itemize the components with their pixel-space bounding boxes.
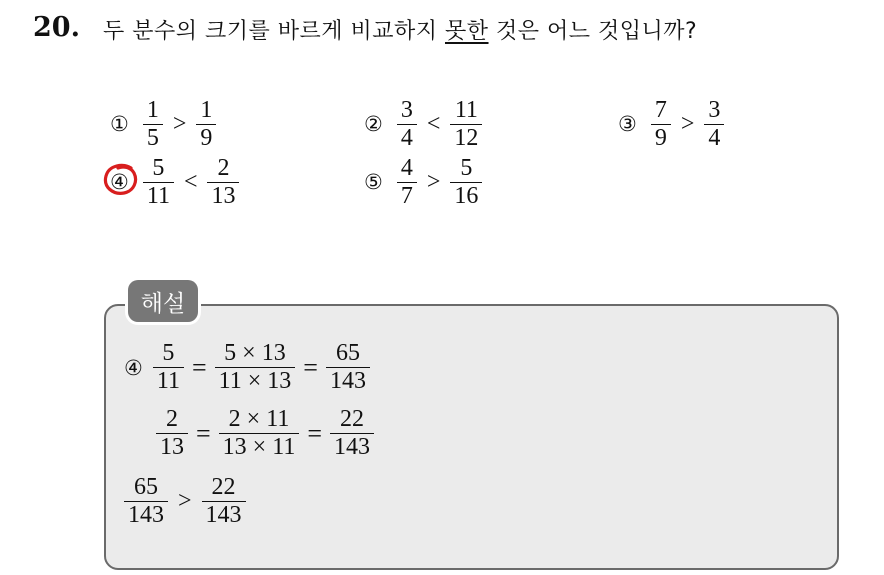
question-text-underlined: 못한 xyxy=(445,19,489,44)
answer-circle-mark xyxy=(101,162,141,198)
fraction xyxy=(326,340,370,395)
choice-number: ④ xyxy=(110,170,129,194)
denominator: 13 × 11 xyxy=(222,434,296,460)
denominator: 11 xyxy=(146,182,170,209)
choice-number: ④ xyxy=(124,355,143,380)
equals-sign: = xyxy=(307,418,322,448)
choice-3[interactable] xyxy=(618,94,724,154)
numerator: 2 xyxy=(217,154,230,181)
equals-sign: = xyxy=(303,352,318,382)
fraction xyxy=(330,406,374,461)
denominator: 9 xyxy=(200,124,213,151)
relation-sign: > xyxy=(172,110,187,137)
denominator: 13 xyxy=(211,182,236,209)
numerator: 3 xyxy=(400,96,413,123)
numerator: 22 xyxy=(340,406,364,432)
relation-sign: < xyxy=(426,110,441,137)
numerator: 2 xyxy=(166,406,178,432)
numerator: 4 xyxy=(400,154,413,181)
numerator: 65 xyxy=(134,474,158,500)
relation-sign: > xyxy=(680,110,695,137)
numerator: 1 xyxy=(146,96,159,123)
denominator: 11 xyxy=(156,368,180,394)
numerator: 65 xyxy=(335,340,360,366)
fraction xyxy=(153,340,184,395)
denominator: 12 xyxy=(454,124,479,151)
question-text xyxy=(103,14,697,45)
explanation-line-2 xyxy=(156,406,374,461)
fraction xyxy=(397,97,417,152)
denominator: 11 × 13 xyxy=(218,368,292,394)
choice-number: ③ xyxy=(618,112,637,136)
denominator: 4 xyxy=(708,124,721,151)
numerator: 1 xyxy=(200,96,213,123)
numerator: 3 xyxy=(708,96,721,123)
denominator: 13 xyxy=(160,434,184,460)
denominator: 143 xyxy=(205,502,242,528)
fraction xyxy=(651,97,671,152)
fraction xyxy=(196,97,216,152)
denominator: 143 xyxy=(329,368,366,394)
fraction xyxy=(704,97,724,152)
explanation-line-3 xyxy=(124,474,246,529)
fraction xyxy=(215,340,296,395)
choice-number: ① xyxy=(110,112,129,136)
fraction xyxy=(397,155,417,210)
numerator: 7 xyxy=(654,96,667,123)
denominator: 7 xyxy=(400,182,413,209)
explanation-label: 해설 xyxy=(128,280,198,322)
denominator: 143 xyxy=(334,434,370,460)
fraction xyxy=(156,406,188,461)
denominator: 5 xyxy=(146,124,159,151)
relation-sign: > xyxy=(178,488,192,514)
choice-5[interactable] xyxy=(364,152,482,212)
fraction xyxy=(450,155,482,210)
explanation-line-1 xyxy=(124,340,370,395)
numerator: 5 × 13 xyxy=(224,340,286,366)
choice-number: ⑤ xyxy=(364,170,383,194)
question-text-after: 것은 어느 것입니까? xyxy=(488,19,698,44)
equals-sign: = xyxy=(191,352,207,382)
denominator: 4 xyxy=(400,124,413,151)
choice-1[interactable] xyxy=(110,94,216,154)
numerator: 5 xyxy=(152,154,165,181)
numerator: 5 xyxy=(460,154,473,181)
fraction xyxy=(143,155,174,210)
denominator: 9 xyxy=(654,124,667,151)
fraction xyxy=(124,474,168,529)
fraction xyxy=(143,97,163,152)
equals-sign: = xyxy=(196,418,211,448)
question-number: 20. xyxy=(33,12,80,43)
denominator: 16 xyxy=(454,182,479,209)
relation-sign: > xyxy=(426,168,441,195)
denominator: 143 xyxy=(128,502,164,528)
fraction xyxy=(207,155,239,210)
question-text-before: 두 분수의 크기를 바르게 비교하지 xyxy=(103,19,445,44)
fraction xyxy=(450,97,482,152)
fraction xyxy=(219,406,300,461)
fraction xyxy=(202,474,246,529)
numerator: 2 × 11 xyxy=(228,406,290,432)
numerator: 5 xyxy=(162,340,175,366)
relation-sign: < xyxy=(183,168,198,195)
numerator: 22 xyxy=(211,474,236,500)
numerator: 11 xyxy=(454,96,478,123)
choice-number: ② xyxy=(364,112,383,136)
choice-2[interactable] xyxy=(364,94,482,154)
